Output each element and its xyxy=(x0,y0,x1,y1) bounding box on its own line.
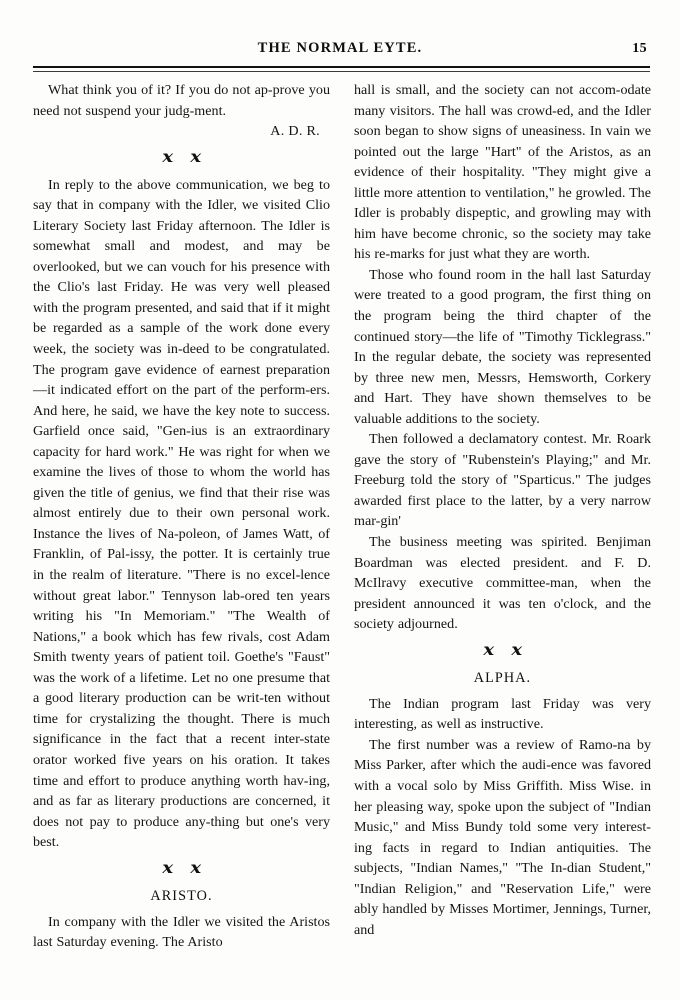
running-head xyxy=(33,40,647,62)
page-number: 15 xyxy=(632,41,647,56)
swash-x-glyph-left: x xyxy=(162,857,174,877)
section-heading-alpha: ALPHA. xyxy=(473,669,532,686)
signature-initials: A. D. R. xyxy=(270,123,320,140)
two-column-body xyxy=(33,80,650,962)
paragraph: The business meeting was spirited. Benjiman Boardman was elected president. and F. D. McIlravy executive committee-man, when the president announced it was ten o'clock, and the society adjourned. xyxy=(354,534,651,633)
left-column xyxy=(33,80,330,962)
paragraph: hall is small, and the society can not accom-odate many visitors. The hall was crowd-ed, and the Idler soon began to show signs of uneasiness. In vain we pointed out the large "Hart" of the Aristos, as an evidence of their hospitality. "They might give a little more attention to ventilation," he growled. The Idler is probably dispeptic, and growling may with him have become chronic, so the society may take his re-marks for just what they are worth. xyxy=(354,82,651,263)
swash-x-ornament xyxy=(33,142,330,175)
divider-rule-thin xyxy=(33,71,650,72)
paragraph: The Indian program last Friday was very interesting, as well as instructive. xyxy=(354,695,651,733)
right-column xyxy=(354,80,651,962)
header-divider xyxy=(33,66,650,72)
paragraph: The first number was a review of Ramo-na by Miss Parker, after which the audi-ence was favored with a vocal solo by Miss Griffith. Miss Wise. in her pleasing way, spoke upon the subject of "Indian Music," and Miss Bundy told some very interest-ing facts in regard to Indian antiquities. The subjects, "Indian Names," "The In-dian Student," "Indian Religion," and "Reservation Life," were ably handled by Misses Mortimer, Jennings, Turner, and xyxy=(354,736,651,938)
swash-x-glyph-left: x xyxy=(162,146,174,166)
section-heading-aristo: ARISTO. xyxy=(150,887,213,904)
swash-x-ornament xyxy=(354,635,651,668)
swash-x-glyph-right: x xyxy=(510,639,522,659)
paragraph: What think you of it? If you do not ap-prove you need not suspend your judg-ment. xyxy=(33,82,330,119)
paragraph: In reply to the above communication, we beg to say that in company with the Idler, we visited Clio Literary Society last Friday afternoon. The Idler is somewhat small and modest, and may be overlooked, but we can vouch for his presence with the Clio's last Friday. He was very well pleased with the program presented, and said that if it might be regarded as a sample of the work done every week, the society was in-deed to be congratulated. The program gave evidence of earnest preparation—it indicated effort on the part of the perform-ers. And here, he said, we have the key note to success. Garfield once said, "Gen-ius is an extraordinary capacity for hard work." He was right for when we examine the lives of those to whom the world has given the title of genius, we find that their rise was almost entirely due to their own personal work. Instance the lives of Na-poleon, of James Watt, of Franklin, of Pal-issy, the potter. It is certainly true in the realm of literature. "There is no excel-lence without great labor." Tennyson lab-ored ten years writing his "In Memoriam." "The Wealth of Nations," a book which has few rivals, cost Adam Smith twenty years of patient toil. Goethe's "Faust" was the work of a lifetime. Let no one presume that a good literary production can be writ-ten without time for crystalizing the thought. There is much significance in the fact that a recent inter-state orator worked five years on his oration. It takes time and effort to produce anything worth hav-ing, and as far as literary productions are concerned, it does not pay to produce any-thing but one's very best. xyxy=(33,176,330,851)
paragraph: In company with the Idler we visited the Aristos last Saturday evening. The Aristo xyxy=(33,913,330,951)
swash-x-ornament xyxy=(33,853,330,886)
divider-rule-thick xyxy=(33,66,650,68)
publication-title: THE NORMAL EYTE. xyxy=(257,40,423,56)
paragraph: Then followed a declamatory contest. Mr. Roark gave the story of "Rubenstein's Playing;" and Mr. Freeburg told the story of "Sparticus." The judges awarded first place to the latter, by a very narrow mar-gin' xyxy=(354,431,651,530)
paragraph: Those who found room in the hall last Saturday were treated to a good program, the first thing on the program being the third chapter of the continued story—the life of "Timothy Ticklegrass." In the regular debate, the society was represented by three new men, Messrs, Hemsworth, Corkery and Hart. They have shown themselves to be valuable additions to the society. xyxy=(354,266,651,427)
swash-x-glyph-left: x xyxy=(483,639,495,659)
swash-x-glyph-right: x xyxy=(189,146,201,166)
swash-x-glyph-right: x xyxy=(189,857,201,877)
